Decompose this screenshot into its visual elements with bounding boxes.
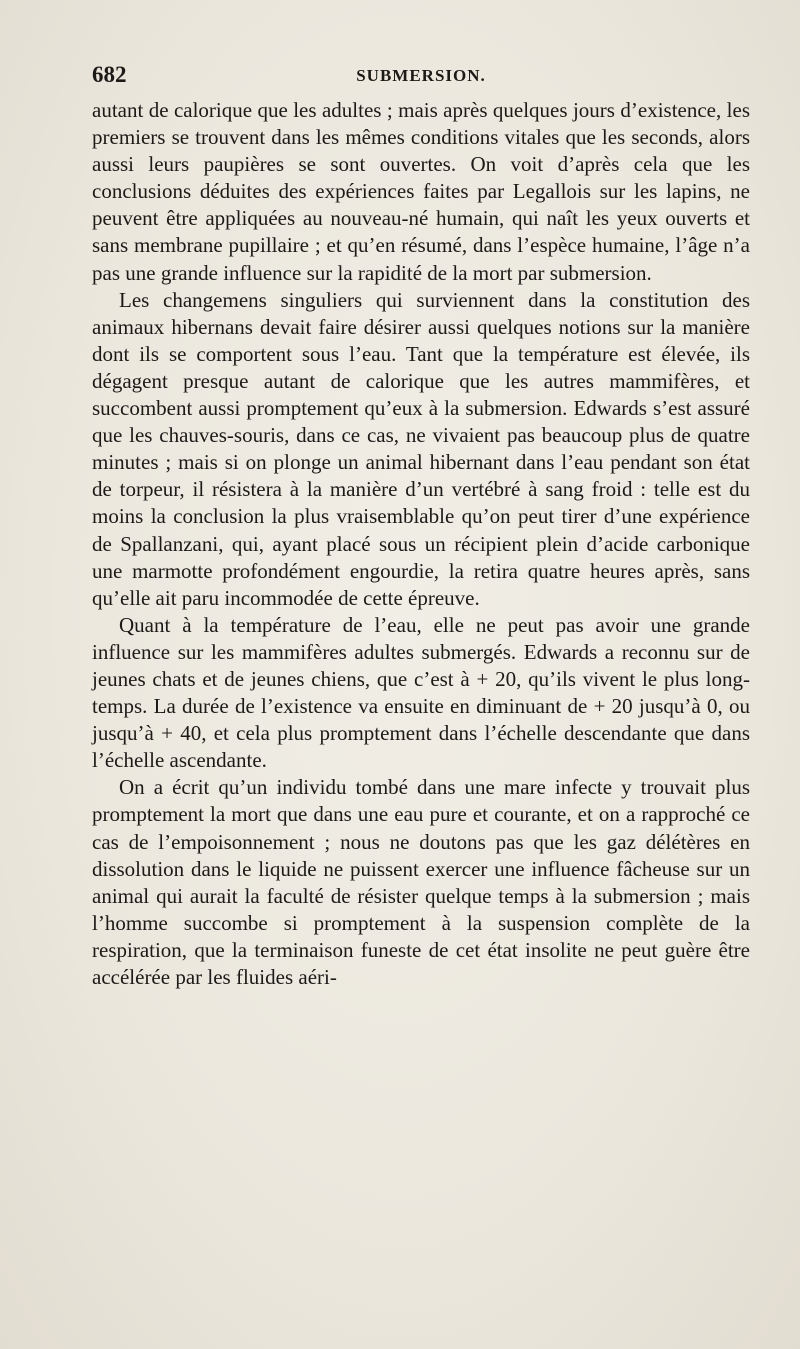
page-number: 682	[92, 62, 127, 87]
paragraph-4: On a écrit qu’un individu tombé dans une mare infecte y trouvait plus promptement la mort que dans une eau pure et courante, et on a rapproché ce cas de l’empoisonnement ; nous ne doutons pas que les gaz délétères en dissolution dans le liquide ne puissent exercer une influence fâcheuse sur un animal qui aurait la faculté de résister quelque temps à la submersion ; mais l’homme succombe si promptement à la suspension complète de la respiration, que la terminaison funeste de cet état insolite ne peut guère être accélérée par les fluides aéri-	[92, 775, 750, 989]
paragraph-2: Les changemens singuliers qui surviennent dans la constitution des animaux hibernans devait faire désirer aussi quelques notions sur la manière dont ils se comportent sous l’eau. Tant que la température est élevée, ils dégagent presque autant de calorique que les autres mammifères, et succombent aussi promptement qu’eux à la submersion. Edwards s’est assuré que les chauves-souris, dans ce cas, ne vivaient pas beaucoup plus de quatre minutes ; mais si on plonge un animal hibernant dans l’eau pendant son état de torpeur, il résistera à la manière d’un vertébré à sang froid : telle est du moins la conclusion la plus vraisemblable qu’on peut tirer d’une expérience de Spallanzani, qui, ayant placé sous un récipient plein d’acide carbonique une marmotte profondément engourdie, la retira quatre heures après, sans qu’elle ait paru incommodée de cette épreuve.	[92, 287, 750, 610]
paragraph-1: autant de calorique que les adultes ; mais après quelques jours d’existence, les premiers se trouvent dans les mêmes conditions vitales que les seconds, alors aussi leurs paupières se sont ouvertes. On voit d’après cela que les conclusions déduites des expériences faites par Legallois sur les lapins, ne peuvent être appliquées au nouveau-né humain, qui naît les yeux ouverts et sans membrane pupillaire ; et qu’en résumé, dans l’espèce humaine, l’âge n’a pas une grande influence sur la rapidité de la mort par submersion.	[92, 98, 750, 285]
body-text	[92, 97, 750, 991]
running-title: SUBMERSION.	[356, 66, 486, 85]
paragraph-3: Quant à la température de l’eau, elle ne peut pas avoir une grande influence sur les mammifères adultes submergés. Edwards a reconnu sur de jeunes chats et de jeunes chiens, que c’est à + 20, qu’ils vivent le plus long-temps. La durée de l’existence va ensuite en diminuant de + 20 jusqu’à 0, ou jusqu’à + 40, et cela plus promptement dans l’échelle descendante que dans l’échelle ascendante.	[92, 612, 750, 773]
running-head	[92, 62, 750, 92]
